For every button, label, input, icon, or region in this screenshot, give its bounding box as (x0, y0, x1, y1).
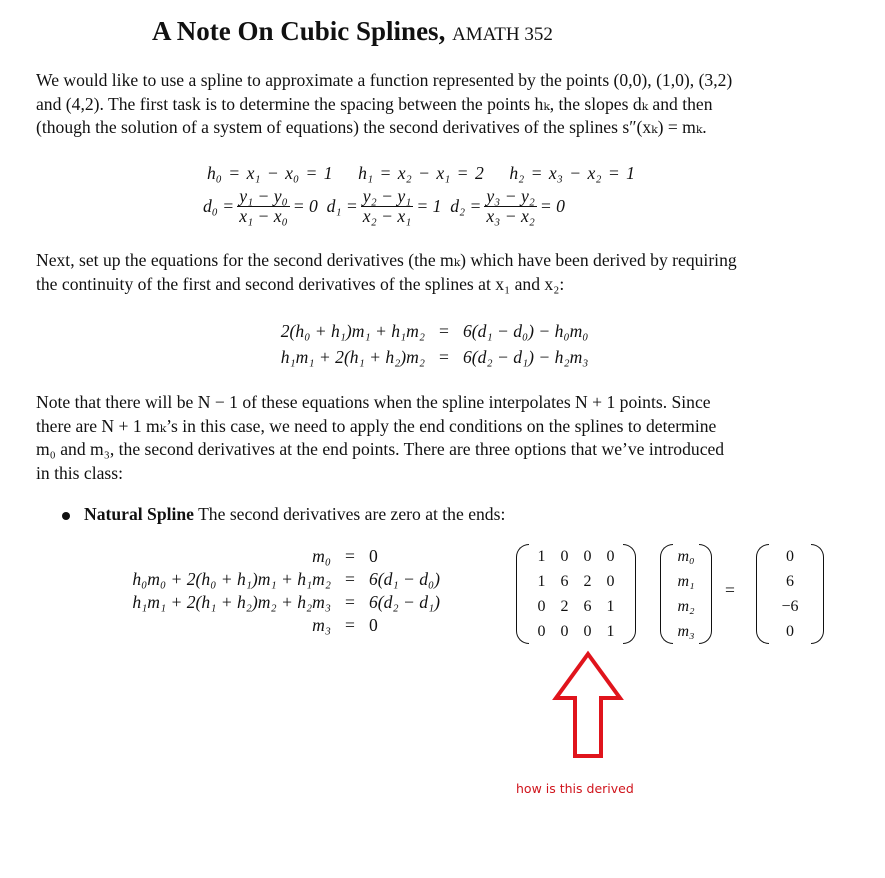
spacing-eq-h2: h₂ = x₃ − x₂ = 1 (509, 163, 635, 183)
left-paren (516, 544, 529, 644)
natural-spline-system (88, 545, 488, 637)
text-line: Next, set up the equations for the second derivatives (the mₖ) which have been derived by requiring (36, 250, 737, 270)
bullet-text: The second derivatives are zero at the ends: (193, 504, 506, 524)
equals-sign: = (345, 546, 355, 566)
equation-row (88, 545, 488, 568)
matrix-cell: 1 (537, 572, 546, 590)
fraction (237, 187, 290, 226)
text-line: the continuity of the first and second derivatives of the splines at x₁ and x₂: (36, 273, 565, 294)
slope-eq-d0 (203, 187, 318, 226)
equation-lhs: m₀ (312, 546, 331, 566)
vector-cell: 0 (786, 547, 794, 565)
equation-lhs: h₀m₀ + 2(h₀ + h₁)m₁ + h₁m₂ (132, 569, 331, 589)
fraction (484, 187, 537, 226)
matrix-cell: 2 (560, 597, 569, 615)
equation-lhs: h₁m₁ + 2(h₁ + h₂)m₂ + h₂m₃ (132, 592, 331, 612)
text-line: Note that there will be N − 1 of these equations when the spline interpolates N + 1 points. Since (36, 392, 711, 412)
text-line: there are N + 1 mₖ’s in this case, we need to apply the end conditions on the splines to determine (36, 415, 717, 436)
paragraph-note (36, 391, 820, 485)
text-line: m₀ and m₃, the second derivatives at the end points. There are three options that we’ve introduced (36, 439, 725, 459)
slope-eq-d1 (327, 187, 442, 226)
matrix-equals-sign: = (725, 580, 735, 600)
matrix-body (516, 544, 636, 644)
bullet-bold-label: Natural Spline (84, 504, 194, 524)
equation-rhs: 6(d₂ − d₁) − h₂m₃ (463, 346, 589, 367)
equation-rhs: 6(d₁ − d₀) (369, 569, 441, 589)
matrix-cell: 1 (537, 547, 546, 565)
equals-sign: = (345, 569, 355, 589)
equation-lhs: 2(h₀ + h₁)m₁ + h₁m₂ (280, 320, 425, 341)
matrix-row (530, 594, 622, 619)
equation-rhs: 6(d₂ − d₁) (369, 592, 441, 612)
vector-cell: −6 (781, 597, 799, 615)
coefficient-matrix (516, 544, 636, 644)
equals-sign: = (345, 592, 355, 612)
equation-lhs: h₁m₁ + 2(h₁ + h₂)m₂ (280, 346, 425, 367)
up-arrow-icon (552, 650, 624, 762)
page-title (152, 16, 553, 47)
slope-lhs: d₂ = (450, 196, 482, 216)
spacing-eq-h1: h₁ = x₂ − x₁ = 2 (358, 163, 484, 183)
equation-row (88, 614, 488, 637)
slope-rhs: = 1 (416, 196, 442, 216)
right-paren (811, 544, 824, 644)
vector-cell: 0 (786, 622, 794, 640)
vector-cell: 6 (786, 572, 794, 590)
slope-rhs: = 0 (292, 196, 318, 216)
bullet-dot (62, 512, 70, 520)
equals-sign: = (439, 320, 449, 341)
annotation-label: how is this derived (516, 781, 634, 796)
text-line: in this class: (36, 462, 123, 483)
equation-rhs: 0 (369, 615, 378, 635)
matrix-cell: 0 (537, 622, 546, 640)
paragraph-next (36, 249, 820, 296)
slope-lhs: d₀ = (203, 196, 235, 216)
text-line: (though the solution of a system of equations) the second derivatives of the splines s″(xₖ) = mₖ. (36, 117, 707, 137)
rhs-vector (756, 544, 824, 644)
right-paren (699, 544, 712, 644)
slope-eq-d2 (450, 187, 565, 226)
slope-rhs: = 0 (539, 196, 565, 216)
matrix-row (530, 569, 622, 594)
matrix-cell: 6 (560, 572, 569, 590)
spacing-equations (207, 163, 635, 184)
vector-cell: m₁ (677, 572, 695, 590)
equation-lhs: m₃ (312, 615, 331, 635)
equation-row (243, 318, 663, 344)
matrix-row (530, 619, 622, 644)
spacing-eq-h0: h₀ = x₁ − x₀ = 1 (207, 163, 333, 183)
text-line: We would like to use a spline to approximate a function represented by the points (0,0), (1,0), (3,2) (36, 70, 733, 90)
denominator: x₁ − x₀ (239, 206, 288, 226)
vector-cell: m₂ (677, 597, 695, 615)
slope-lhs: d₁ = (326, 196, 358, 216)
matrix-cell: 1 (606, 597, 615, 615)
matrix-cell: 0 (583, 622, 592, 640)
left-paren (756, 544, 769, 644)
numerator: y₁ − y₀ (239, 186, 288, 206)
slope-equations (203, 187, 565, 226)
bullet-natural-spline (62, 504, 505, 525)
denominator: x₂ − x₁ (362, 206, 412, 226)
paragraph-intro (36, 69, 820, 140)
fraction (361, 187, 414, 226)
matrix-cell: 0 (606, 572, 615, 590)
equals-sign: = (345, 615, 355, 635)
denominator: x₃ − x₂ (486, 206, 535, 226)
equals-sign: = (439, 346, 449, 367)
left-paren (660, 544, 673, 644)
matrix-cell: 2 (583, 572, 592, 590)
right-paren (623, 544, 636, 644)
matrix-cell: 0 (537, 597, 546, 615)
matrix-cell: 0 (560, 622, 569, 640)
numerator: y₃ − y₂ (486, 186, 535, 206)
title-main: A Note On Cubic Splines (152, 16, 439, 46)
equation-row (88, 568, 488, 591)
numerator: y₂ − y₁ (362, 186, 412, 206)
unknown-vector (660, 544, 712, 644)
equation-rhs: 0 (369, 546, 378, 566)
continuity-system (243, 318, 663, 370)
text-line: and (4,2). The first task is to determine the spacing between the points hₖ, the slopes dₖ and then (36, 93, 713, 114)
matrix-cell: 6 (583, 597, 592, 615)
equation-row (243, 344, 663, 370)
matrix-cell: 0 (583, 547, 592, 565)
title-separator: , (438, 16, 453, 46)
matrix-cell: 1 (606, 622, 615, 640)
title-course: AMATH 352 (452, 24, 553, 45)
vector-cell: m₃ (677, 622, 695, 640)
matrix-row (530, 544, 622, 569)
equation-row (88, 591, 488, 614)
matrix-cell: 0 (606, 547, 615, 565)
equation-rhs: 6(d₁ − d₀) − h₀m₀ (463, 320, 589, 341)
matrix-cell: 0 (560, 547, 569, 565)
vector-cell: m₀ (677, 547, 695, 565)
